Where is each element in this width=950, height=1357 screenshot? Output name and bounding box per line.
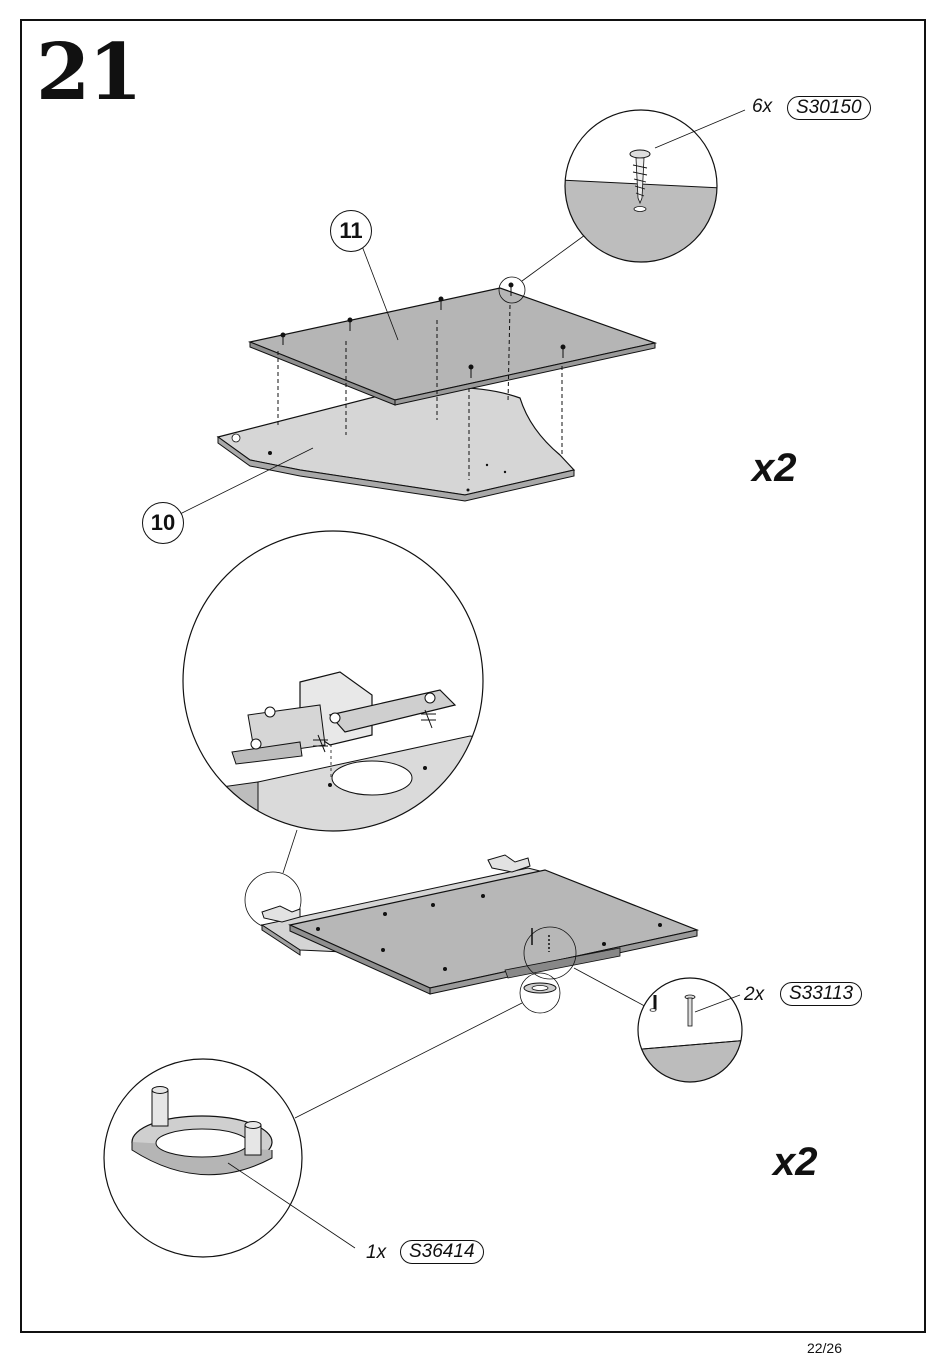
hinge-detail-callout	[183, 531, 500, 928]
multiplier-bottom: x2	[773, 1140, 818, 1184]
plate-code: S36414	[400, 1240, 484, 1264]
pin-quantity: 2x	[744, 984, 765, 1005]
plate-detail-callout	[104, 973, 560, 1257]
screw-detail-callout	[499, 110, 745, 303]
door-assembly	[262, 855, 697, 994]
step-number: 21	[36, 27, 141, 118]
part-number-11: 11	[330, 210, 372, 252]
screw-code: S30150	[787, 96, 871, 120]
pin-code: S33113	[780, 982, 862, 1006]
plate-quantity: 1x	[366, 1242, 387, 1263]
multiplier-top: x2	[752, 446, 797, 490]
page-number: 22/26	[806, 1340, 842, 1356]
part-number-10: 10	[142, 502, 184, 544]
panel-11	[250, 288, 655, 405]
screw-quantity: 6x	[752, 96, 773, 117]
